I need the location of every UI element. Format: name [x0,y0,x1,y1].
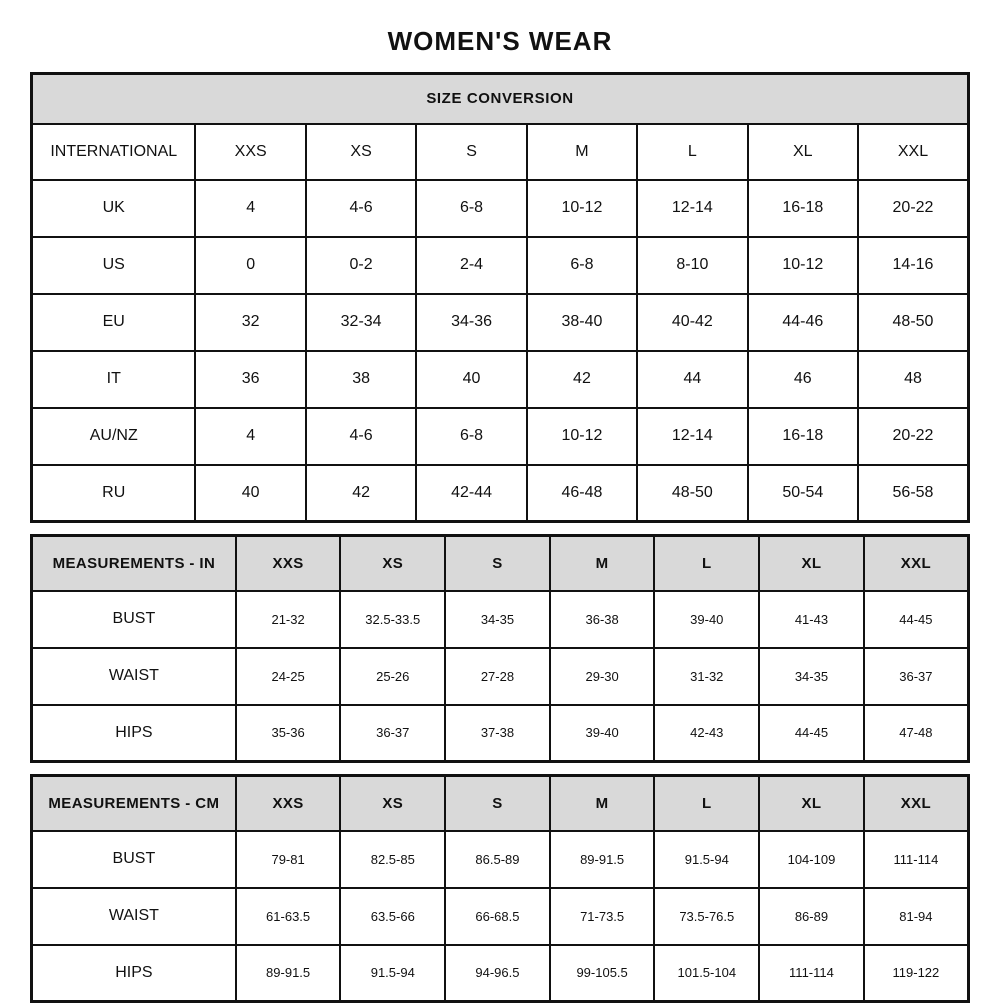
column-header: M [550,536,655,591]
column-header: S [445,776,550,831]
cell-value: 10-12 [748,237,858,294]
column-header-row [32,776,969,831]
cell-value: 37-38 [445,705,550,762]
cell-value: 56-58 [858,465,969,522]
cell-value: 41-43 [759,591,864,648]
cell-value: 99-105.5 [550,945,655,1002]
column-header: L [654,536,759,591]
cell-value: 66-68.5 [445,888,550,945]
cell-value: 2-4 [416,237,526,294]
cell-value: 10-12 [527,408,637,465]
column-header: XL [759,536,864,591]
cell-value: 16-18 [748,180,858,237]
column-header: S [445,536,550,591]
cell-value: 31-32 [654,648,759,705]
cell-value: 12-14 [637,180,747,237]
row-label: WAIST [32,888,236,945]
row-label: EU [32,294,196,351]
cell-value: 40-42 [637,294,747,351]
table-row [32,408,969,465]
column-header: XXS [195,124,305,180]
cell-value: 40 [195,465,305,522]
cell-value: 89-91.5 [550,831,655,888]
cell-value: 48-50 [637,465,747,522]
cell-value: 50-54 [748,465,858,522]
cell-value: 61-63.5 [236,888,341,945]
table-row [32,831,969,888]
row-label: BUST [32,831,236,888]
cell-value: 29-30 [550,648,655,705]
cell-value: 46-48 [527,465,637,522]
table-row [32,180,969,237]
cell-value: 38-40 [527,294,637,351]
cell-value: 4-6 [306,180,416,237]
row-label: IT [32,351,196,408]
table-row [32,888,969,945]
table-row [32,705,969,762]
column-header-row [32,124,969,180]
cell-value: 79-81 [236,831,341,888]
cell-value: 46 [748,351,858,408]
column-header: M [527,124,637,180]
cell-value: 21-32 [236,591,341,648]
cell-value: 73.5-76.5 [654,888,759,945]
cell-value: 4-6 [306,408,416,465]
row-label: UK [32,180,196,237]
cell-value: 36-37 [864,648,969,705]
cell-value: 71-73.5 [550,888,655,945]
column-header: XXS [236,776,341,831]
cell-value: 20-22 [858,180,969,237]
cell-value: 27-28 [445,648,550,705]
row-label: WAIST [32,648,236,705]
cell-value: 38 [306,351,416,408]
cell-value: 81-94 [864,888,969,945]
cell-value: 42 [306,465,416,522]
cell-value: 6-8 [527,237,637,294]
cell-value: 4 [195,180,305,237]
corner-header: MEASUREMENTS - IN [32,536,236,591]
column-header: L [637,124,747,180]
cell-value: 44-45 [864,591,969,648]
cell-value: 14-16 [858,237,969,294]
cell-value: 91.5-94 [340,945,445,1002]
page-title: WOMEN'S WEAR [387,26,613,56]
cell-value: 111-114 [759,945,864,1002]
cell-value: 20-22 [858,408,969,465]
cell-value: 111-114 [864,831,969,888]
measurements-cm-table [30,774,970,1003]
cell-value: 36-37 [340,705,445,762]
table-row [32,237,969,294]
column-header: S [416,124,526,180]
cell-value: 44 [637,351,747,408]
cell-value: 86.5-89 [445,831,550,888]
column-header: XXL [858,124,969,180]
cell-value: 24-25 [236,648,341,705]
cell-value: 42 [527,351,637,408]
column-header: XS [340,536,445,591]
cell-value: 32-34 [306,294,416,351]
cell-value: 34-36 [416,294,526,351]
column-header: M [550,776,655,831]
column-header: XL [759,776,864,831]
cell-value: 94-96.5 [445,945,550,1002]
row-label: US [32,237,196,294]
cell-value: 86-89 [759,888,864,945]
tables-container [30,72,970,1003]
cell-value: 42-43 [654,705,759,762]
column-header: XS [340,776,445,831]
row-label: HIPS [32,705,236,762]
cell-value: 44-46 [748,294,858,351]
cell-value: 82.5-85 [340,831,445,888]
column-header: XL [748,124,858,180]
row-label: BUST [32,591,236,648]
cell-value: 34-35 [759,648,864,705]
table-row [32,465,969,522]
cell-value: 40 [416,351,526,408]
cell-value: 119-122 [864,945,969,1002]
table-row [32,945,969,1002]
cell-value: 36-38 [550,591,655,648]
column-header: XXS [236,536,341,591]
cell-value: 0 [195,237,305,294]
row-label: AU/NZ [32,408,196,465]
cell-value: 35-36 [236,705,341,762]
cell-value: 25-26 [340,648,445,705]
cell-value: 39-40 [654,591,759,648]
cell-value: 6-8 [416,180,526,237]
cell-value: 34-35 [445,591,550,648]
cell-value: 32 [195,294,305,351]
cell-value: 47-48 [864,705,969,762]
table-row [32,648,969,705]
cell-value: 8-10 [637,237,747,294]
cell-value: 48 [858,351,969,408]
cell-value: 12-14 [637,408,747,465]
cell-value: 36 [195,351,305,408]
cell-value: 42-44 [416,465,526,522]
cell-value: 104-109 [759,831,864,888]
column-header-row [32,536,969,591]
cell-value: 16-18 [748,408,858,465]
cell-value: 4 [195,408,305,465]
row-label: HIPS [32,945,236,1002]
column-header: XXL [864,776,969,831]
cell-value: 63.5-66 [340,888,445,945]
table-row [32,294,969,351]
size-conversion-band-title: SIZE CONVERSION [32,74,969,124]
cell-value: 91.5-94 [654,831,759,888]
column-header: XXL [864,536,969,591]
cell-value: 44-45 [759,705,864,762]
table-row [32,591,969,648]
cell-value: 39-40 [550,705,655,762]
size-conversion-table [30,72,970,523]
cell-value: 89-91.5 [236,945,341,1002]
cell-value: 48-50 [858,294,969,351]
cell-value: 0-2 [306,237,416,294]
corner-header: MEASUREMENTS - CM [32,776,236,831]
cell-value: 10-12 [527,180,637,237]
cell-value: 32.5-33.5 [340,591,445,648]
corner-header: INTERNATIONAL [32,124,196,180]
row-label: RU [32,465,196,522]
column-header: XS [306,124,416,180]
table-row [32,351,969,408]
measurements-in-table [30,534,970,763]
column-header: L [654,776,759,831]
cell-value: 6-8 [416,408,526,465]
cell-value: 101.5-104 [654,945,759,1002]
